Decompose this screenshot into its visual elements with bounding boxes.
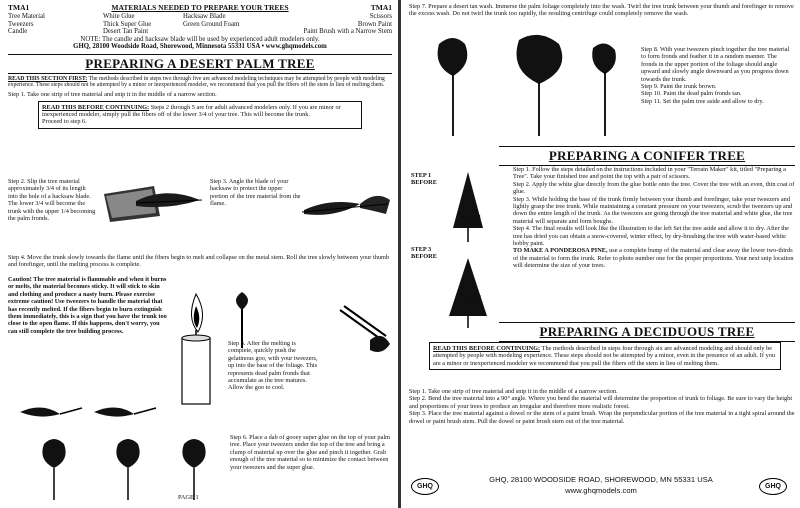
material-item: Brown Paint [357,20,392,28]
read-first-text: The methods described in steps two through five are advanced modeling techniques may be attempted by people with modeling experience. These steps should not be attempted by a minor or inexperienced modeler, we recommend that you pull the fibers off the stem in lieu of melting them. [8,75,385,89]
palm-step-1: Step 1. Take one strip of tree material and snip it in the middle of a narrow section. [8,91,217,99]
conifer-step-2: Step 2. Apply the white glue directly from the glue bottle onto the tree. Cover the tree with an even, thin coat of glue. [513,180,795,196]
deciduous-steps [409,388,795,425]
label-step3-after: STEP 3 AFTER [461,294,483,309]
finished-palm-illustration [409,30,629,140]
section-title-palm: PREPARING A DESERT PALM TREE [8,54,392,74]
label-step1-before: STEP 1 BEFORE [411,172,437,187]
footer [461,474,741,496]
material-item: Thick Super Glue [103,20,152,28]
tma-code-left: TMA1 [8,3,30,12]
tweezers-push-illustration [330,300,394,360]
conifer-steps [513,166,795,270]
caution-1: Caution! The tree material is flammable and when it burns or melts, the material becomes sticky. It will stick to skin and clothing and produce a nasty burn. [8,276,167,298]
footer-address: GHQ, 28100 WOODSIDE ROAD, SHOREWOOD, MN 55331 USA [489,475,713,484]
material-item: Paint Brush with a Narrow Stem [303,28,392,36]
hacksaw-illustration-1 [96,176,208,226]
caution-text [8,276,168,335]
materials-title: MATERIALS NEEDED TO PREPARE YOUR TREES [111,3,289,12]
ponderosa-note [513,247,795,269]
deciduous-step-2: Step 2. Bend the tree material into a 90° angle. Where you bend the material will determine the proportion of trunk to foliage. Be sure to vary the height and proportions of your trees to produce an irregular and therefore more realistic forest. [409,395,793,410]
conifer-step-3: Step 3. While holding the base of the trunk firmly between your thumb and forefinger, take your tweezers and lightly grasp the tree trunk. While maintaining a constant pressure on your tweezers, scrub the tweezers up and down the entire length of the trunk. As the tweezers are going through the tree material and white glue, the tree material will separate and form boughs. [513,195,793,225]
read-before-text: Steps 2 through 5 are for adult advanced modelers only. If you are minor or inexperienced modeler, simply pull the fibers off of the lower 3/4 of your tree. This will become the trunk. [42,103,341,118]
palm-step-9: Step 9. Paint the trunk brown. [641,83,717,91]
ghq-logo-text: GHQ [765,483,781,490]
palm-step-8: Step 8. With your tweezers pinch together the tree material to form fronds and feather it in a random manner. The fronds in the upper portion of the foliage should angle upward and slowly angle downward as you progress down towards the trunk. [641,46,790,83]
material-item [183,28,303,36]
ghq-logo-text: GHQ [417,483,433,490]
tma-code-right: TMA1 [370,3,392,12]
material-item: Hacksaw Blade [183,13,226,20]
label-step3-before: STEP 3 BEFORE [411,246,437,261]
ponderosa-text: use a complete bump of the material and clear away the lower two-thirds of the material to form the trunk. Refer to photo number one for the proper proportions. Your next snip location will determine the size of your trees. [513,247,794,270]
palm-step-5: Step 5. After the melting is complete, quickly push the gelatinous goo, with your tweezers, up into the base of the foliage. This represents dead palm fronds that accumulate as the tree matures. Allow the goo to cool. [228,340,318,392]
palm-glue-steps-illustration [14,404,234,504]
materials-header [8,3,392,12]
conifer-step-1: Step 1. Follow the steps detailed on the instructions included in your "Terrain Maker" kit, titled "Preparing a Tree". Take your finished tree and point the top with a pair of scissors. [513,166,786,181]
read-before-box [38,101,362,129]
right-page [401,0,800,508]
palm-step-4: Step 4. Move the trunk slowly towards the flame until the fibers begin to melt and collapse on the metal stem. Roll the tree slowly between your thumb and forefinger, until the melting process is complete. [8,254,390,269]
materials-list [8,13,392,36]
palm-steps-8-11 [641,46,793,105]
palm-step-2: Step 2. Slip the tree material approximately 3/4 of its length into the hole of a hacksaw blade. The lower 3/4 will become the trunk with the upper 1/4 becoming the palm fronds. [8,178,96,223]
material-item: White Glue [103,13,135,20]
caution-2: Please exercise extreme caution! Use tweezers to handle the material that has recently melted. If the fibers begin to burn extinguish them immediately, this is a sign that you have the trunk too close to the open flame. If this happens, don't worry, you can still complete the tree building process. [8,290,167,335]
deciduous-step-3: Step 3. Place the tree material against a dowel or the stem of a paint brush. Wrap the perpendicular portion of the tree material in a tight spiral around the dowel or paint brush stem. Pull the dowel or paint brush stem out of the tree material. [409,410,795,425]
material-item: Tree Material [8,13,45,20]
material-item: Candle [8,28,28,36]
material-item: Scissors [369,13,392,20]
palm-step-11: Step 11. Set the palm tree aside and allow to dry. [641,97,764,105]
ponderosa-label: TO MAKE A PONDEROSA PINE, [513,247,608,255]
hacksaw-illustration-2 [300,180,392,228]
read-before-label: READ THIS BEFORE CONTINUING: [42,103,150,111]
materials-note: NOTE: The candle and hacksaw blade will be used by experienced adult modelers only. [80,35,320,43]
deciduous-step-1: Step 1. Take one strip of tree material and snip it in the middle of a narrow section. [409,388,618,395]
section-title-conifer: PREPARING A CONIFER TREE [499,146,795,166]
read-first-notice [8,76,392,90]
deciduous-read-box [429,342,781,370]
ghq-logo-right [759,478,787,495]
conifer-step-4: Step 4. The final results will look like the illustration to the left Set the tree aside and allow it to dry. After the tree has dried you can obtain a snow-covered, winter effect, by dry-brushing the tree with water-based white hobby paint. [513,225,789,248]
left-page [0,0,398,508]
palm-step-6: Step 6. Place a dab of gooey super glue on the top of your palm tree. Place your tweezers under the top of the tree and bring a clump of material up over the glue and pinch it together. Grab enough of the tree material so to minimize the contact between your tweezers and the super glue. [230,434,391,471]
palm-step-3: Step 3. Angle the blade of your hacksaw to protect the upper portion of the tree material from the flame. [210,178,301,208]
material-item: Green Ground Foam [183,20,240,28]
company-address: GHQ, 28100 Woodside Road, Shorewood, Minnesota 55331 USA • www.ghqmodels.com [73,43,327,51]
read-first-label: READ THIS SECTION FIRST: [8,75,88,82]
section-title-deciduous: PREPARING A DECIDUOUS TREE [499,322,795,342]
label-step1-after: STEP 1 AFTER [461,214,483,229]
ghq-logo-left [411,478,439,495]
material-item: Desert Tan Paint [103,28,149,36]
palm-step-10: Step 10. Paint the dead palm fronds tan. [641,90,742,98]
palm-step-7: Step 7. Prepare a desert tan wash. Immerse the palm foliage completely into the wash. Twirl the tree trunk between your thumb and forefinger to remove the excess wash. Do not twirl the trunk too rapidly, the resulting centrifuge could completely remove the wash. [409,3,794,18]
read-before-proceed: Proceed to step 6. [42,118,87,126]
footer-url: www.ghqmodels.com [565,486,637,495]
deciduous-read-label: READ THIS BEFORE CONTINUING: [433,345,541,352]
page-number: PAGE 1 [178,494,199,501]
deciduous-read-text: The methods described in steps four through six are advanced modeling and should only be attempted by people with modeling experience. These steps should not be attempted by a minor, even in the presence of an adult. If you are a minor or inexperienced modeler we recommend that you pull the fibers off the stem in lieu of melting them. [433,345,776,367]
candle-illustration [168,290,224,410]
material-item: Tweezers [8,20,34,28]
